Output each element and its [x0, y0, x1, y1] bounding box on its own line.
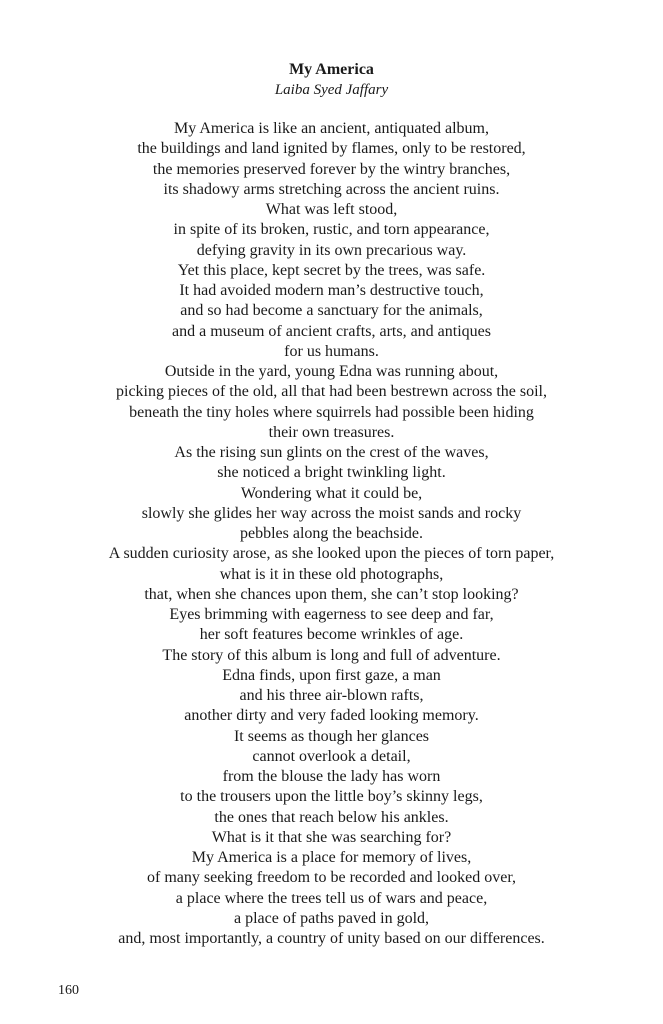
poem-line: that, when she chances upon them, she can’t stop looking? [144, 585, 519, 603]
poem-line: what is it in these old photographs, [219, 565, 444, 583]
poem-body [0, 119, 663, 949]
poem-line: beneath the tiny holes where squirrels had possible been hiding [129, 403, 534, 421]
poem-title: My America [289, 61, 374, 78]
poem-line: in spite of its broken, rustic, and torn appearance, [173, 221, 490, 239]
page-number: 160 [58, 983, 79, 998]
poem-line: she noticed a bright twinkling light. [217, 464, 446, 482]
poem-line: of many seeking freedom to be recorded and looked over, [147, 869, 516, 887]
poem-line: another dirty and very faded looking memory. [184, 707, 479, 725]
poem-author: Laiba Syed Jaffary [274, 82, 389, 98]
poem-line: Wondering what it could be, [240, 484, 423, 502]
poem-line: to the trousers upon the little boy’s skinny legs, [180, 788, 483, 806]
poem-line: their own treasures. [268, 423, 395, 441]
poem-line: It had avoided modern man’s destructive touch, [179, 282, 484, 299]
poem-line: My America is a place for memory of lives, [191, 849, 472, 866]
poem-line: the memories preserved forever by the wintry branches, [152, 160, 511, 178]
poem-line: cannot overlook a detail, [252, 747, 411, 765]
poem-line: its shadowy arms stretching across the ancient ruins. [163, 180, 500, 198]
poem-line: slowly she glides her way across the moist sands and rocky [141, 504, 522, 522]
poem-line: from the blouse the lady has worn [222, 768, 441, 785]
poem-line: The story of this album is long and full of adventure. [162, 646, 501, 664]
poem-line: for us humans. [284, 342, 379, 360]
poem-line: pebbles along the beachside. [239, 525, 424, 542]
poem-line: Outside in the yard, young Edna was running about, [164, 363, 499, 380]
poem-line: and a museum of ancient crafts, arts, and antiques [172, 322, 491, 340]
poem-line: As the rising sun glints on the crest of the waves, [174, 444, 489, 461]
poem-line: picking pieces of the old, all that had been bestrewn across the soil, [116, 383, 547, 401]
poem-line: and his three air-blown rafts, [239, 687, 424, 704]
poem-line: What is it that she was searching for? [211, 828, 452, 846]
poem-line: Eyes brimming with eagerness to see deep and far, [169, 606, 494, 623]
poem-line: Yet this place, kept secret by the trees, was safe. [177, 261, 486, 279]
poem-line: It seems as though her glances [233, 727, 430, 745]
poem-line: and, most importantly, a country of unity based on our differences. [118, 930, 545, 947]
poem-line: defying gravity in its own precarious way. [196, 241, 467, 259]
poem-line: and so had become a sanctuary for the animals, [180, 302, 483, 320]
poem-line: Edna finds, upon first gaze, a man [222, 666, 441, 684]
poem-line: the buildings and land ignited by flames, only to be restored, [137, 140, 526, 158]
poem-line: A sudden curiosity arose, as she looked upon the pieces of torn paper, [108, 545, 555, 563]
poem-line: the ones that reach below his ankles. [214, 808, 449, 826]
poem-line: What was left stood, [265, 201, 398, 218]
poem-line: a place where the trees tell us of wars and peace, [175, 889, 488, 907]
poem-line: a place of paths paved in gold, [233, 909, 430, 927]
poem-line: My America is like an ancient, antiquated album, [173, 120, 489, 137]
poem-line: her soft features become wrinkles of age. [199, 626, 464, 644]
